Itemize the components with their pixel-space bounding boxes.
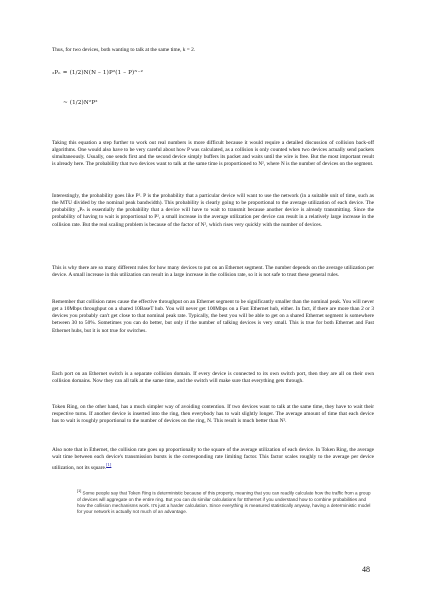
footnote-reference-link[interactable]: [1]	[106, 462, 112, 468]
intro-text: Thus, for two devices, both wanting to talk at the same time, k = 2.	[52, 47, 196, 53]
page-number: 48	[362, 565, 370, 574]
footnote-text: Some people say that Token Ring is deterministic because of this property, meaning that you can readily calculate how the traffic from a group of devices will aggregate on the entire ring. But you can do similar calculations for Ethernet if you understand how to combine probabilities and how the collision mechanisms work. It's just a harder calculation. Since everything is measured statistically anyway, having a deterministic model for your network is actually not much of an advantage.	[77, 490, 371, 515]
paragraph-collision-backoff: Taking this equation a step further to work out real numbers is more difficult because it would require a detailed discussion of collision back-off algorithms. One would also have to be very careful about how P was calculated, as a collision is only counted when two devices actually send packets simultaneously. Usually, one sends first and the second device simply buffers its packet and waits until the wire is free. But the most important result is already here. The probability that two devices want to talk at the same time is proportioned to N², where N is the number of devices on the segment.	[52, 140, 374, 168]
paragraph-effective-throughput: Remember that collision rates cause the effective throughput on an Ethernet segment to be significantly smaller than the nominal peak. You will never get a 10Mbps throughput on a shared 10BaseT hub. You will never get 100Mbps on a Fast Ethernet hub, either. In fact, if there are more than 2 or 3 devices you probably can't get close to that nominal peak rate. Typically, the best you will be able to get on a shared Ethernet segment is somewhere between 30 to 50%. Sometimes you can do better, but only if the number of talking devices is very small. This is true for both Ethernet and Fast Ethernet hubs, but it is not true for switches.	[52, 299, 374, 334]
paragraph-token-ring: Token Ring, on the other hand, has a much simpler way of avoiding contention. If two devices want to talk at the same time, they have to wait their respective turns. If another device is inserted into the ring, then everybody has to wait slightly longer. The average amount of time that each device has to wait is roughly proportional to the number of devices on the ring, N. This result is much better than N².	[52, 404, 374, 425]
footnote	[77, 488, 373, 516]
paragraph-probability-p2: Interestingly, the probability goes like P². P is the probability that a particular device will want to use the network (in a suitable unit of time, such as the MTU divided by the nominal peak bandwidth). This probability is clearly going to be proportional to the average utilization of each device. The probability ₂Pₙ is essentially the probability that a device will have to wait to transmit because another device is already transmitting. Since the probability of having to wait is proportional to P², a small increase in the average utilization per device can result in a relatively large increase in the collision rate. But the real scaling problem is because of the factor of N², which rises very quickly with the number of devices.	[52, 193, 374, 228]
paragraph-utilization-text: Also note that in Ethernet, the collision rate goes up proportionally to the square of the average utilization of each device. In Token Ring, the average wait time between each device's transmission bursts is the corresponding rate limiting factor. This factor scales roughly to the average per device utilization, not its square.	[52, 447, 374, 472]
equation-approximation: ~ (1/2)N²P²	[63, 100, 98, 106]
paragraph-device-rules: This is why there are so many different rules for how many devices to put on an Ethernet segment. The number depends on the average utilization per device. A small increase in this utilization can result in a large increase in the collision rate, so it is not safe to trust these general rules.	[52, 265, 374, 279]
equation-probability: ₂Pₙ = (1/2)N(N – 1)P²(1 – P)ᴺ⁻²	[52, 70, 144, 76]
paragraph-switch-ports: Each port on an Ethernet switch is a separate collision domain. If every device is connected to its own switch port, then they are all on their own collision domains. Now they can all talk at the same time, and the switch will make sure that everything gets through.	[52, 371, 374, 385]
paragraph-utilization-scaling	[52, 447, 374, 472]
footnote-marker: [1]	[77, 489, 82, 493]
